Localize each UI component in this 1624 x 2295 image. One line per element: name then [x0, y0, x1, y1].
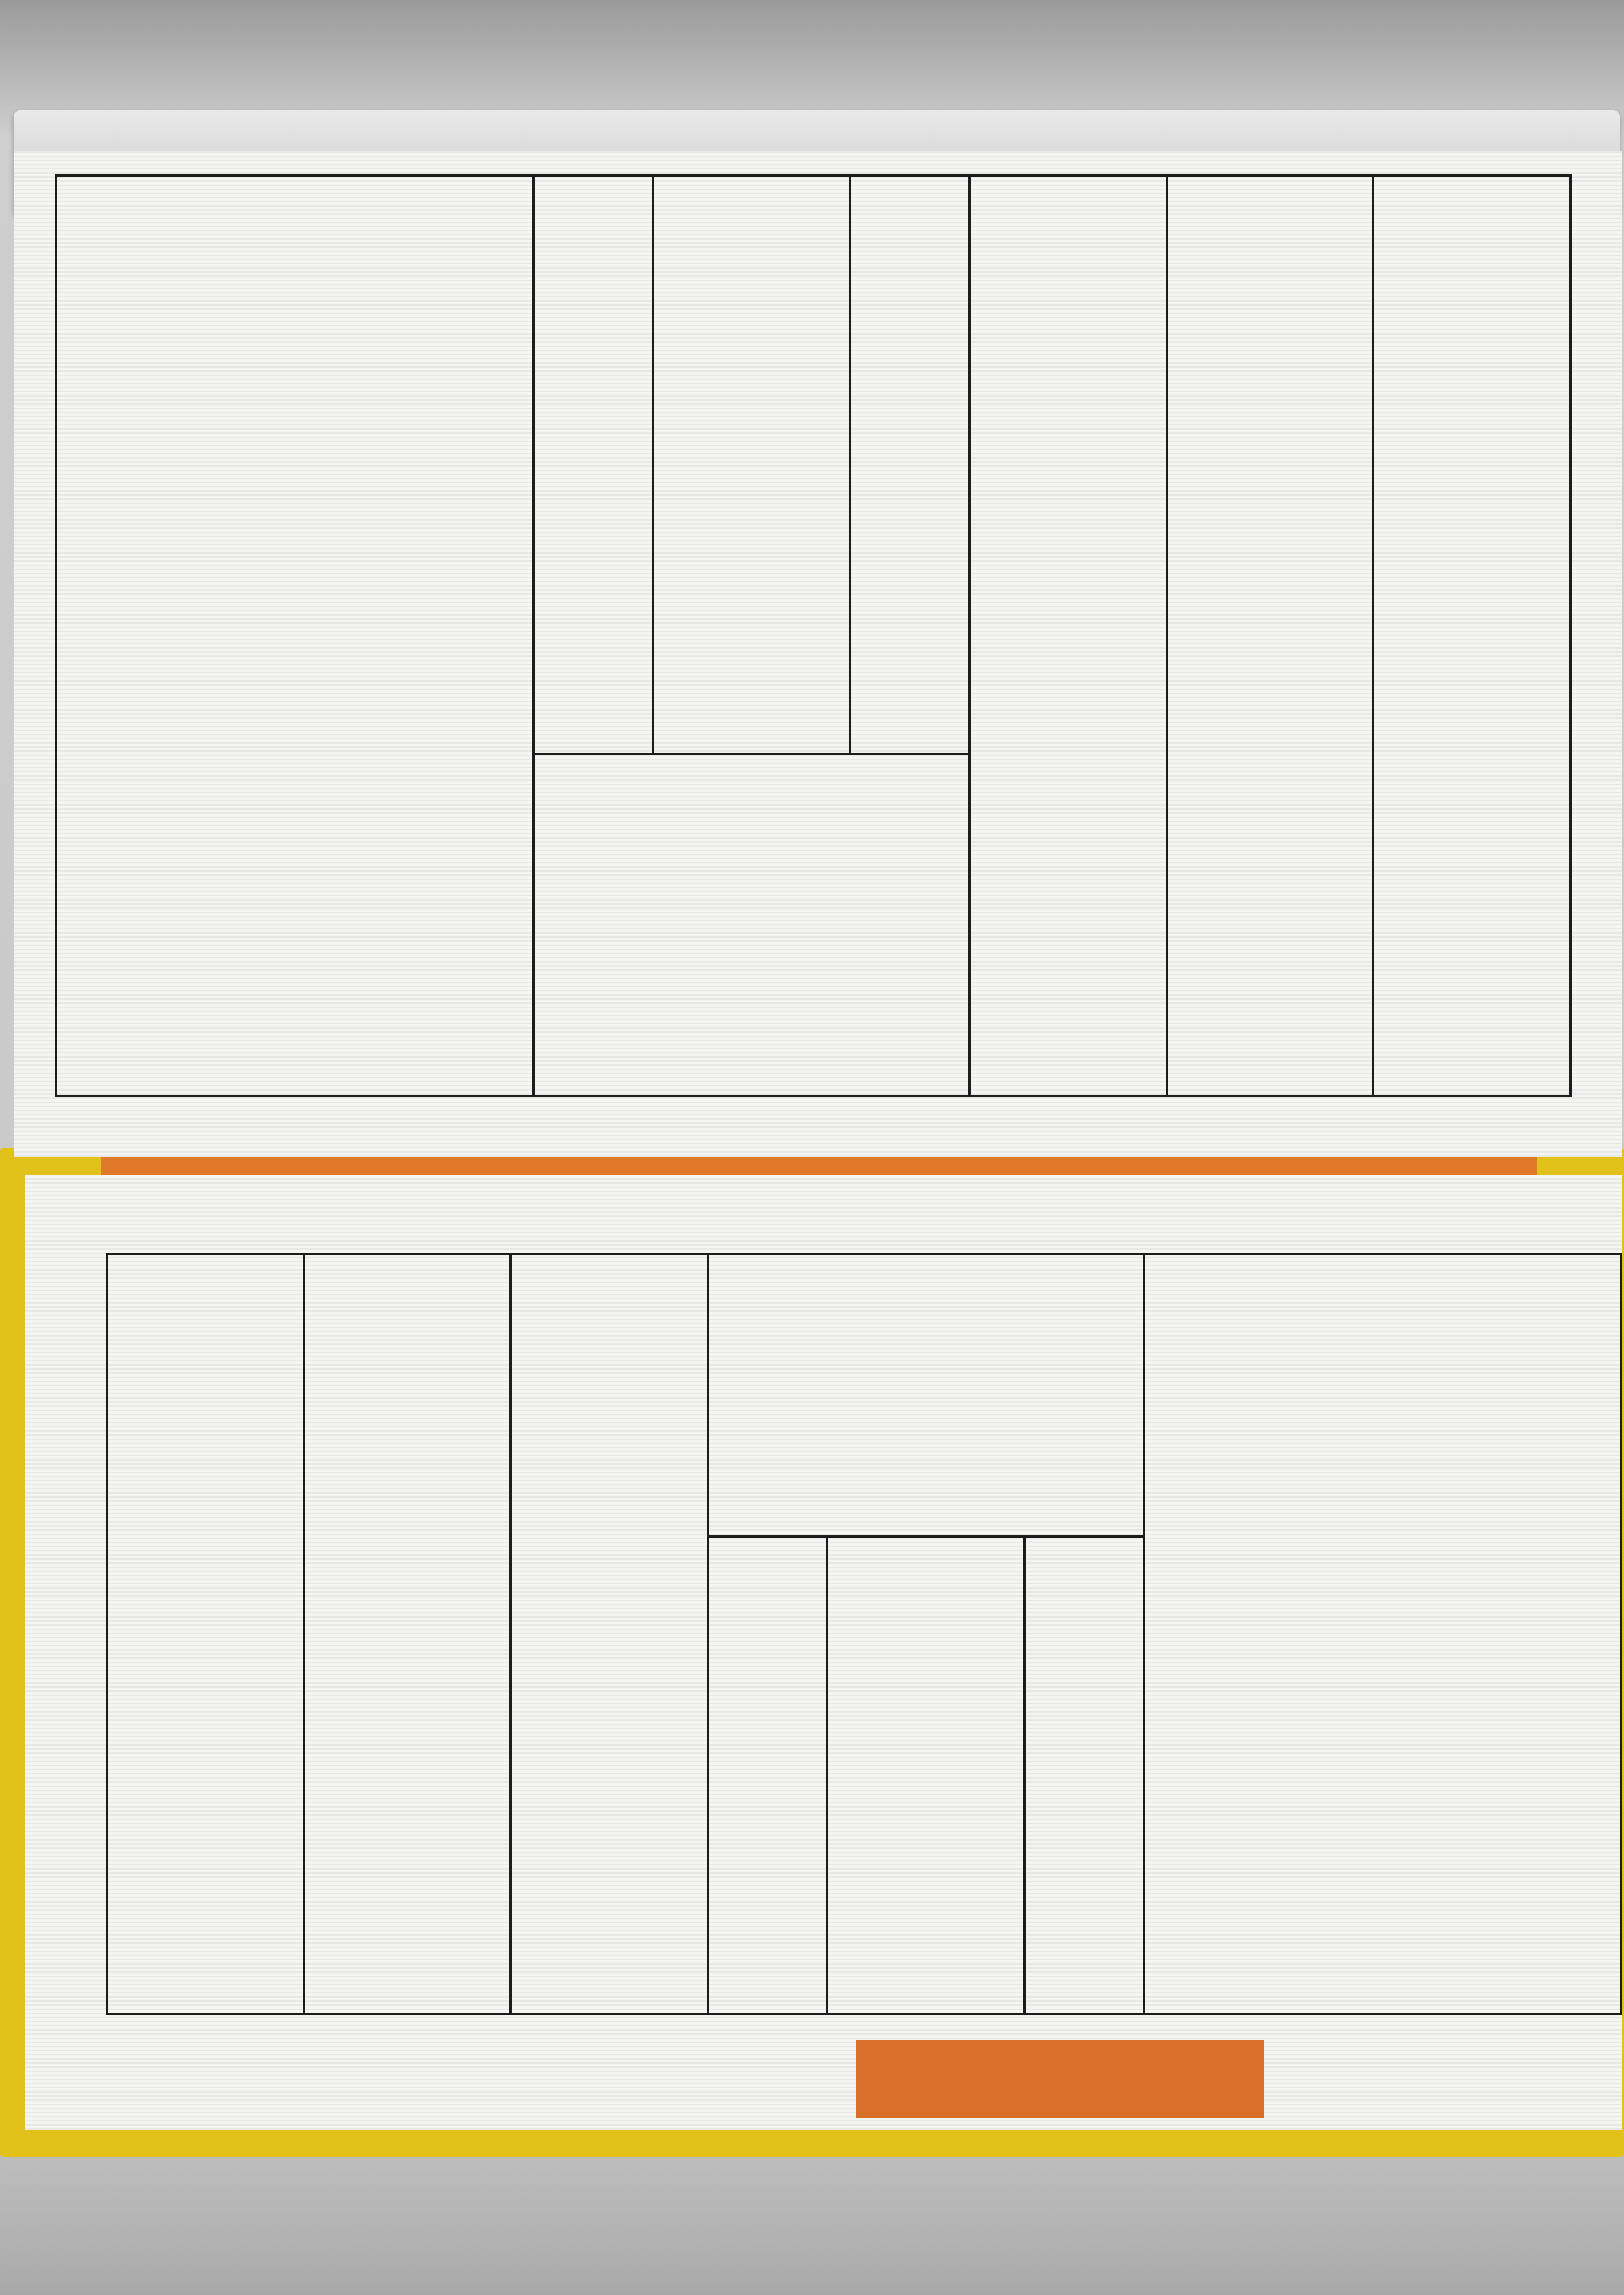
bottom-page — [25, 1175, 1622, 2130]
header-vaccine — [708, 1254, 1144, 1537]
header-country — [970, 176, 1167, 1096]
header-name — [708, 1536, 827, 2014]
header-vaccine — [533, 754, 969, 1096]
header-place — [304, 1254, 511, 2014]
header-disease — [533, 176, 653, 754]
vaccination-table-bottom — [106, 1253, 1622, 2015]
header-name — [850, 176, 970, 754]
section-label — [856, 2040, 1264, 2118]
top-page — [14, 151, 1622, 1157]
header-date — [107, 1254, 304, 2014]
header-date — [1373, 176, 1571, 1096]
header-batch — [653, 176, 850, 754]
header-stamp — [56, 176, 533, 1096]
header-disease — [1025, 1536, 1144, 2014]
header-batch — [827, 1536, 1025, 2014]
vaccination-table-top — [55, 174, 1572, 1097]
header-stamp — [1144, 1254, 1621, 2014]
header-place — [1167, 176, 1373, 1096]
header-country — [511, 1254, 708, 2014]
